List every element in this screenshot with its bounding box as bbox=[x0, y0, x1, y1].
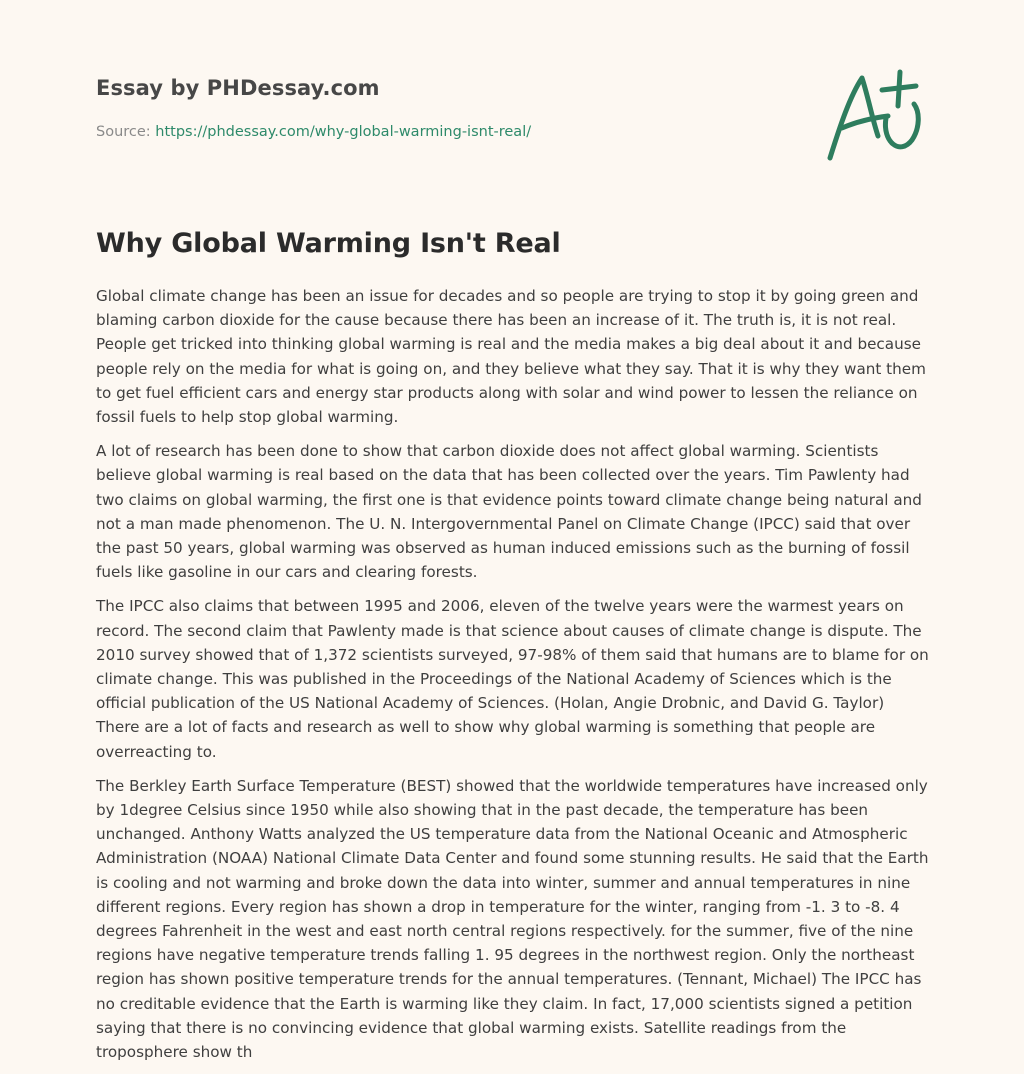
site-brand: Essay by PHDessay.com bbox=[96, 76, 380, 100]
essay-body bbox=[96, 284, 932, 1074]
essay-title: Why Global Warming Isn't Real bbox=[96, 228, 561, 259]
a-plus-logo-icon bbox=[820, 66, 930, 166]
source-link[interactable]: https://phdessay.com/why-global-warming-isnt-real/ bbox=[155, 124, 532, 140]
essay-paragraph: A lot of research has been done to show that carbon dioxide does not affect global warming. Scientists believe global warming is real based on the data that has been collected over the years. Tim Pawlenty had two claims on global warming, the first one is that evidence points toward climate change being natural and not a man made phenomenon. The U. N. Intergovernmental Panel on Climate Change (IPCC) said that over the past 50 years, global warming was observed as human induced emissions such as the burning of fossil fuels like gasoline in our cars and clearing forests. bbox=[96, 442, 922, 582]
source-line bbox=[96, 124, 531, 140]
essay-paragraph: Global climate change has been an issue for decades and so people are trying to stop it by going green and blaming carbon dioxide for the cause because there has been an increase of it. The truth is, it is not real. People get tricked into thinking global warming is real and the media makes a big deal about it and because people rely on the media for what is going on, and they believe what they say. That it is why they want them to get fuel efficient cars and energy star products along with solar and wind power to lessen the reliance on fossil fuels to help stop global warming. bbox=[96, 287, 926, 427]
source-label: Source: bbox=[96, 124, 151, 140]
essay-paragraph: The Berkley Earth Surface Temperature (BEST) showed that the worldwide temperatures have increased only by 1degree Celsius since 1950 while also showing that in the past decade, the temperature has been unchanged. Anthony Watts analyzed the US temperature data from the National Oceanic and Atmospheric Administration (NOAA) National Climate Data Center and found some stunning results. He said that the Earth is cooling and not warming and broke down the data into winter, summer and annual temperatures in nine different regions. Every region has shown a drop in temperature for the winter, ranging from -1. 3 to -8. 4 degrees Fahrenheit in the west and east north central regions respectively. for the summer, five of the nine regions have negative temperature trends falling 1. 95 degrees in the northwest region. Only the northeast region has shown positive temperature trends for the annual temperatures. (Tennant, Michael) The IPCC has no creditable evidence that the Earth is warming like they claim. In fact, 17,000 scientists signed a petition saying that there is no convincing evidence that global warming exists. Satellite readings from the troposphere show th bbox=[96, 776, 929, 1062]
essay-paragraph: The IPCC also claims that between 1995 and 2006, eleven of the twelve years were the warmest years on record. The second claim that Pawlenty made is that science about causes of climate change is dispute. The 2010 survey showed that of 1,372 scientists surveyed, 97-98% of them said that humans are to blame for on climate change. This was published in the Proceedings of the National Academy of Sciences which is the official publication of the US National Academy of Sciences. (Holan, Angie Drobnic, and David G. Taylor) There are a lot of facts and research as well to show why global warming is something that people are overreacting to. bbox=[96, 597, 929, 761]
